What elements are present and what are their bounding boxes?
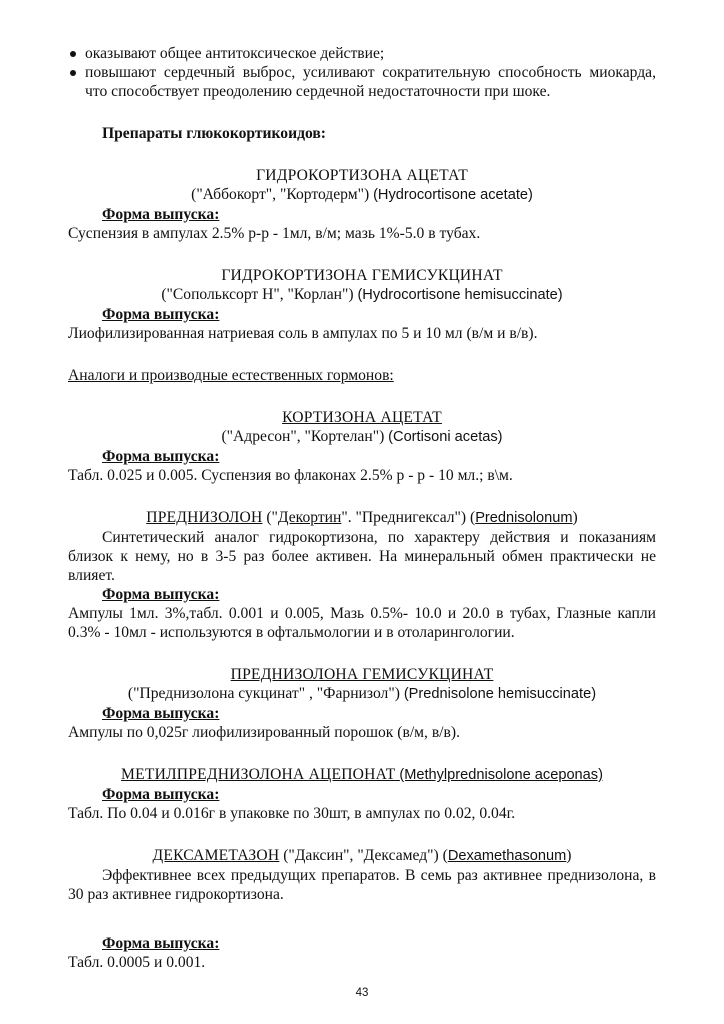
document-page: [68, 44, 656, 972]
analogs-heading: Аналоги и производные естественных гормонов:: [68, 367, 394, 384]
list-item: повышают сердечный выброс, усиливают сократительную способность миокарда, что способствует преодолению сердечной недостаточности при шоке.: [68, 63, 656, 101]
drug-title-line: ПРЕДНИЗОЛОН ("Декортин". "Преднигексал") (Prednisolonum): [146, 509, 578, 526]
drug-title-line: ДЕКСАМЕТАЗОН ("Даксин", "Дексамед") (Dexamethasonum): [152, 847, 572, 864]
form-label: Форма выпуска:: [102, 586, 220, 603]
drug-trade-names: ("Адресон", "Кортелан") (Cortisoni acetas): [221, 428, 503, 445]
list-item: оказывают общее антитоксическое действие;: [68, 44, 656, 63]
page-number: 43: [355, 987, 369, 999]
form-label: Форма выпуска:: [102, 448, 220, 465]
drug-trade-names: ("Аббокорт", "Кортодерм") (Hydrocortisone acetate): [191, 186, 533, 203]
section-heading: Препараты глюкокортикоидов:: [102, 125, 326, 142]
form-text: Ампулы 1мл. 3%,табл. 0.001 и 0.005, Мазь 0.5%- 10.0 и 20.0 в тубах, Глазные капли 0.3% - 10мл - используются в офтальмологии и в отоларингологии.: [68, 605, 656, 641]
form-label: Форма выпуска:: [102, 705, 220, 722]
drug-description: Синтетический аналог гидрокортизона, по характеру действия и показаниям близок к нему, но в 3-5 раз более активен. На минеральный обмен практически не влияет.: [68, 529, 656, 584]
drug-title: ГИДРОКОРТИЗОНА АЦЕТАТ: [256, 167, 468, 184]
form-text: Лиофилизированная натриевая соль в ампулах по 5 и 10 мл (в/м и в/в).: [68, 325, 538, 342]
drug-trade-names: ("Сопольксорт Н", "Корлан") (Hydrocortisone hemisuccinate): [161, 286, 563, 303]
form-label: Форма выпуска:: [102, 206, 220, 223]
drug-trade-names: ("Преднизолона сукцинат" , "Фарнизол") (Prednisolone hemisuccinate): [127, 685, 597, 702]
drug-title: КОРТИЗОНА АЦЕТАТ: [282, 409, 442, 426]
form-text: Суспензия в ампулах 2.5% р-р - 1мл, в/м; мазь 1%-5.0 в тубах.: [68, 225, 481, 242]
form-label: Форма выпуска:: [102, 306, 220, 323]
drug-description: Эффективнее всех предыдущих препаратов. В семь раз активнее преднизолона, в 30 раз активнее гидрокортизона.: [68, 867, 656, 903]
form-label: Форма выпуска:: [102, 935, 220, 952]
form-text: Табл. 0.0005 и 0.001.: [68, 954, 206, 971]
drug-title: ПРЕДНИЗОЛОНА ГЕМИСУКЦИНАТ: [230, 666, 494, 683]
form-text: Ампулы по 0,025г лиофилизированный порошок (в/м, в/в).: [68, 724, 460, 741]
drug-title: ГИДРОКОРТИЗОНА ГЕМИСУКЦИНАТ: [221, 267, 503, 284]
form-text: Табл. 0.025 и 0.005. Суспензия во флаконах 2.5% р - р - 10 мл.; в\м.: [68, 467, 513, 484]
form-text: Табл. По 0.04 и 0.016г в упаковке по 30шт, в ампулах по 0.02, 0.04г.: [68, 805, 516, 822]
effects-list: [68, 44, 656, 101]
drug-title-line: МЕТИЛПРЕДНИЗОЛОНА АЦЕПОНАТ (Methylprednisolone aceponas): [121, 766, 603, 783]
form-label: Форма выпуска:: [102, 786, 220, 803]
